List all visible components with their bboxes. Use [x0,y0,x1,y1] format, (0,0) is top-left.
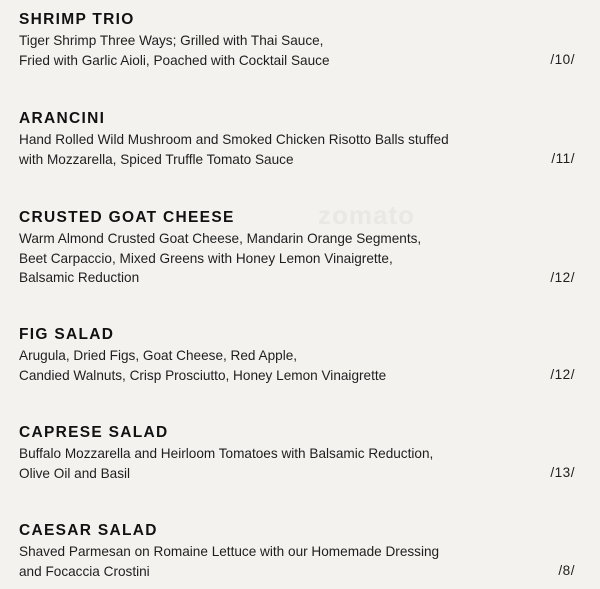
menu-item-crusted-goat-cheese [19,208,579,288]
description-line: and Focaccia Crostini [19,563,150,579]
item-description [19,542,579,581]
item-title: ARANCINI [19,110,106,127]
description-line: Beet Carpaccio, Mixed Greens with Honey Lemon Vinaigrette, [19,250,393,266]
item-description [19,444,579,483]
item-title: CAPRESE SALAD [19,424,169,441]
menu-item-fig-salad [19,325,579,385]
description-line: with Mozzarella, Spiced Truffle Tomato Sauce [19,151,294,167]
description-line: Fried with Garlic Aioli, Poached with Cocktail Sauce [19,52,330,68]
description-line: Buffalo Mozzarella and Heirloom Tomatoes with Balsamic Reduction, [19,446,434,461]
description-line: Candied Walnuts, Crisp Prosciutto, Honey Lemon Vinaigrette [19,367,387,383]
menu-item-caprese-salad [19,423,579,483]
item-price: /13/ [550,465,575,480]
watermark: zomato [318,200,415,230]
item-description [19,229,579,288]
description-line: Tiger Shrimp Three Ways; Grilled with Thai Sauce, [19,33,324,48]
description-line: Arugula, Dried Figs, Goat Cheese, Red Apple, [19,348,298,363]
item-price: /12/ [550,367,575,382]
item-price: /12/ [550,270,575,285]
description-line: Hand Rolled Wild Mushroom and Smoked Chicken Risotto Balls stuffed [19,132,449,147]
item-price: /8/ [558,563,575,578]
description-line: Olive Oil and Basil [19,465,131,481]
menu-item-arancini [19,109,579,169]
description-line: Shaved Parmesan on Romaine Lettuce with our Homemade Dressing [19,544,440,559]
item-description [19,346,579,385]
item-price: /10/ [550,52,575,67]
item-price: /11/ [551,151,575,166]
item-title: CRUSTED GOAT CHEESE [19,209,235,226]
item-title: CAESAR SALAD [19,522,158,539]
description-line: Balsamic Reduction [19,270,140,285]
item-description [19,31,579,70]
menu-item-caesar-salad [19,521,579,581]
menu-item-shrimp-trio [19,10,579,70]
description-line: Warm Almond Crusted Goat Cheese, Mandarin Orange Segments, [19,231,422,246]
item-description [19,130,579,169]
item-title: SHRIMP TRIO [19,11,135,28]
item-title: FIG SALAD [19,326,115,343]
